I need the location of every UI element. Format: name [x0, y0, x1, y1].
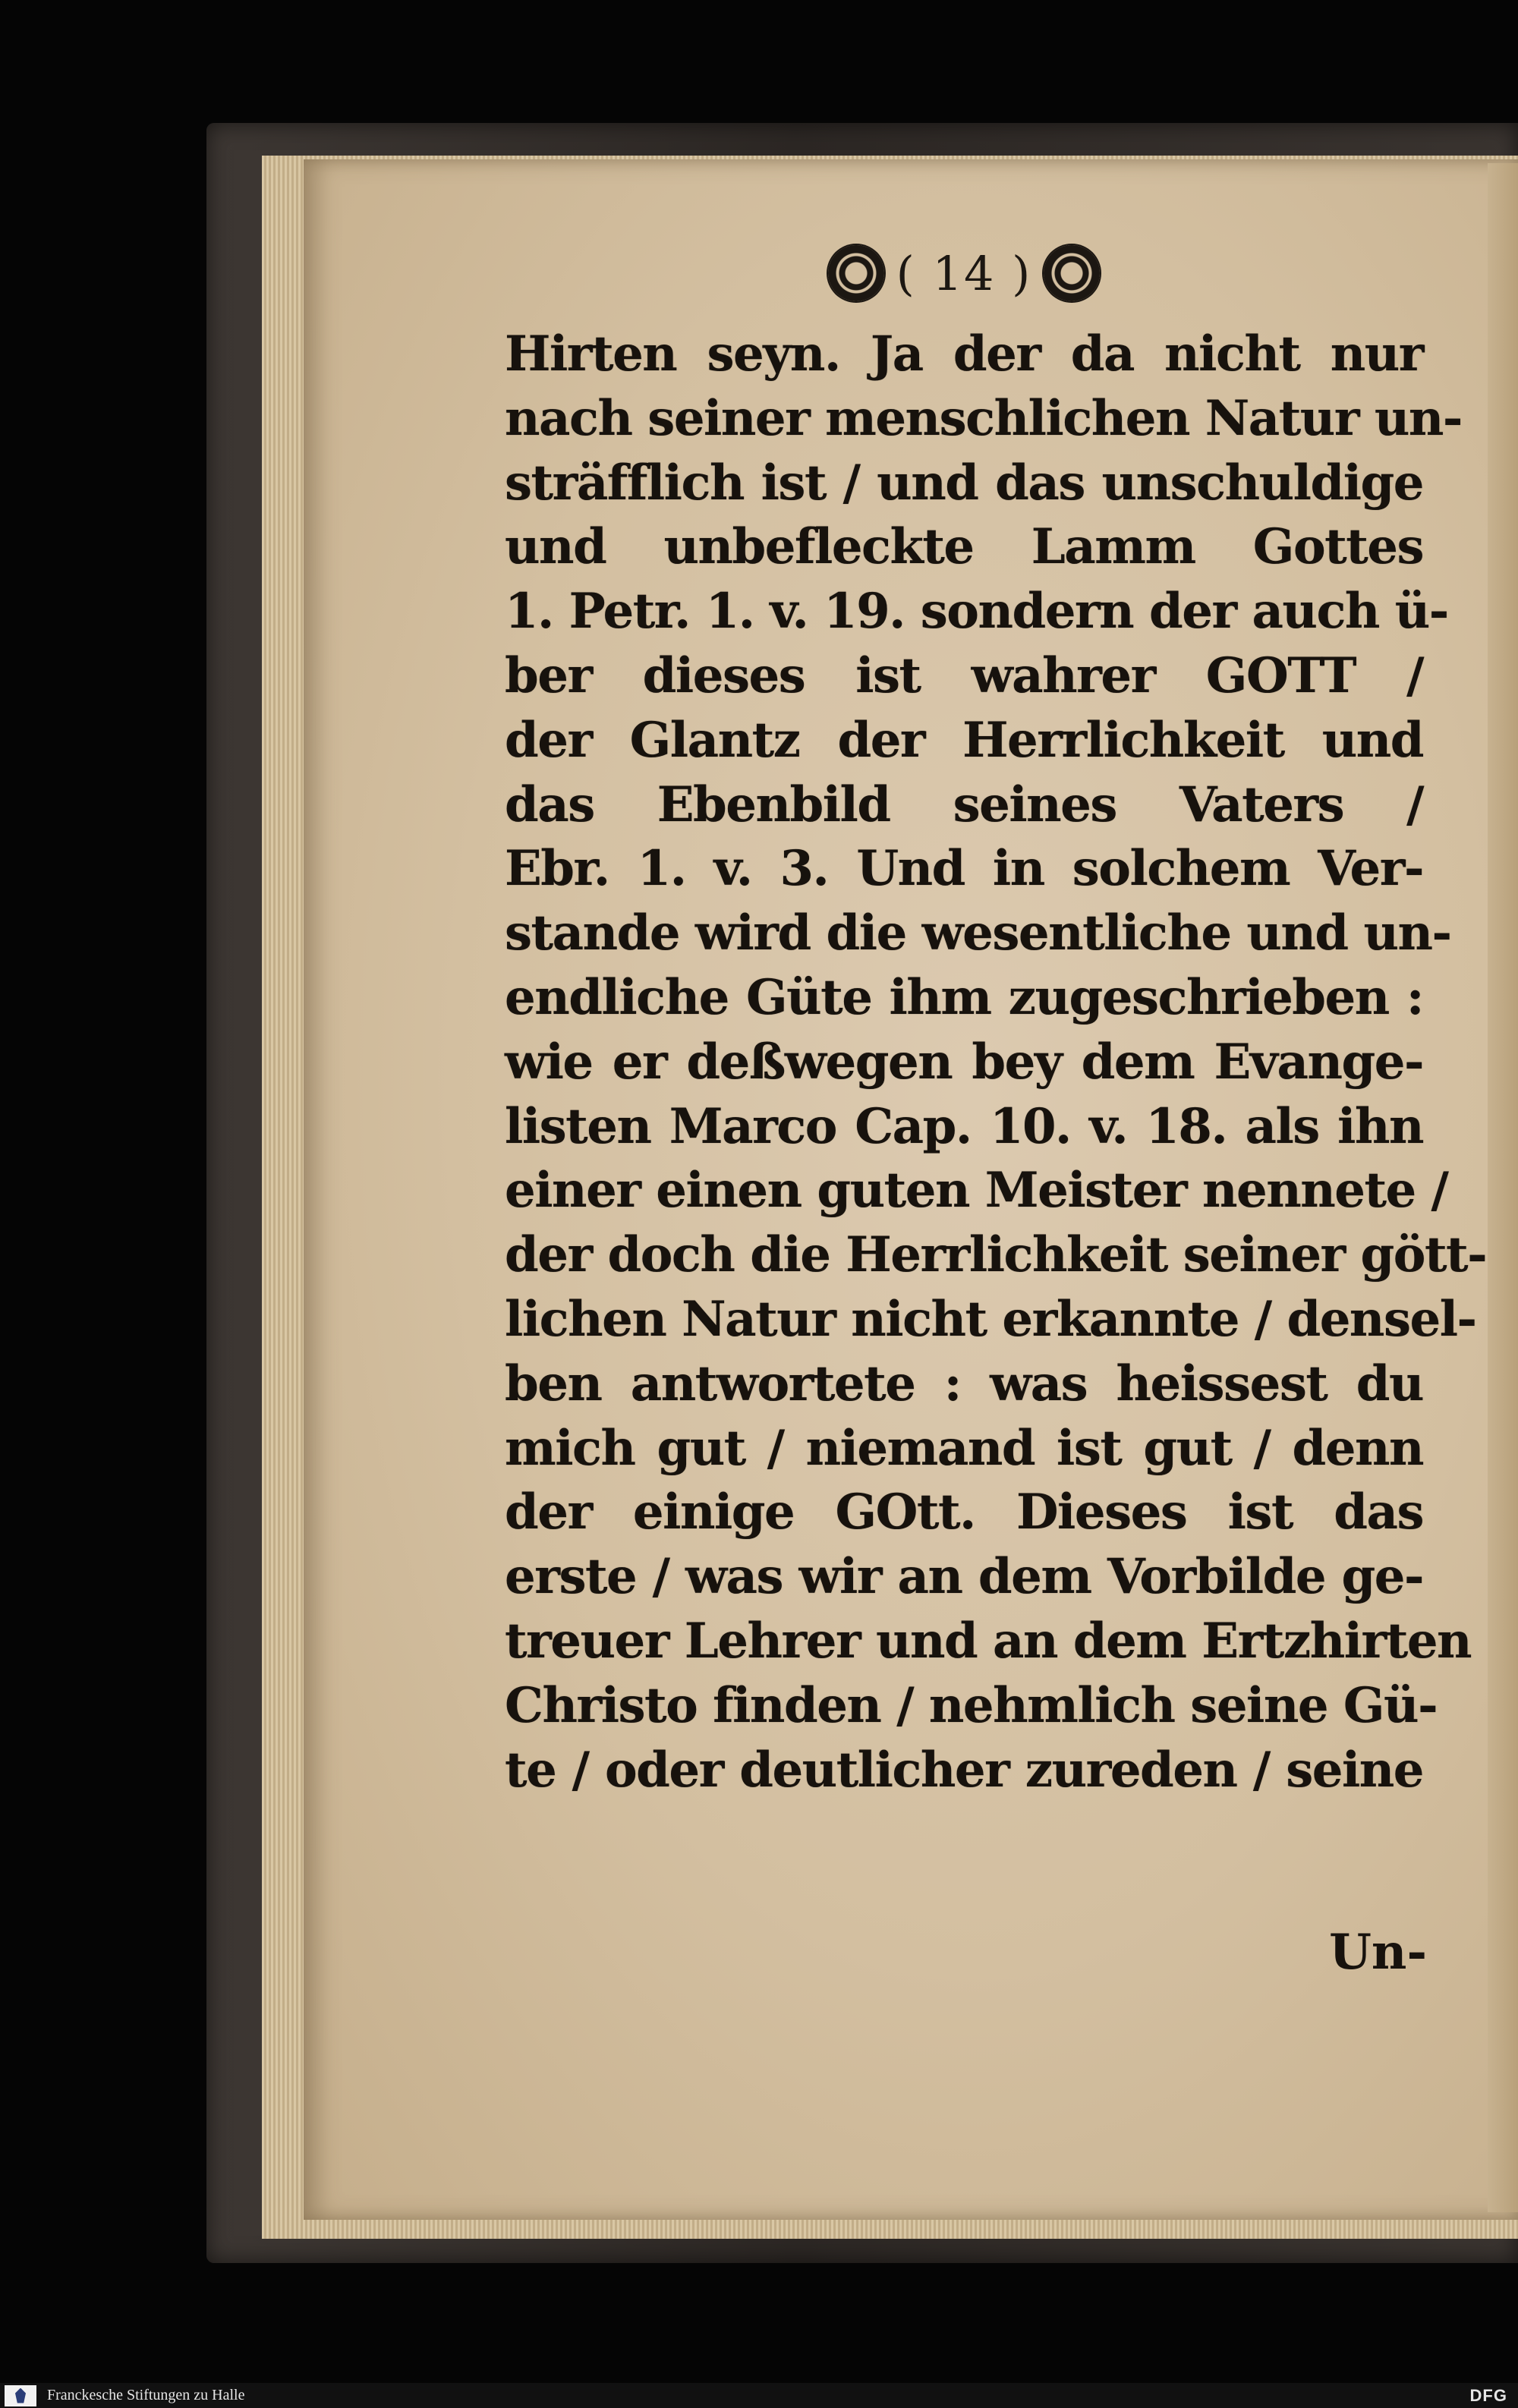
text-line: listen Marco Cap. 10. v. 18. als ihn: [505, 1097, 1423, 1155]
text-line: einer einen guten Meister nennete /: [505, 1162, 1448, 1220]
text-line: 1. Petr. 1. v. 19. sondern der auch ü-: [505, 583, 1448, 641]
facing-page-edge: [1488, 163, 1518, 2212]
text-line: ben antwortete : was heissest du: [505, 1355, 1423, 1412]
footer-left: [0, 2385, 244, 2406]
text-line: sträfflich ist / und das unschuldige: [505, 454, 1423, 512]
rosette-ornament-icon: [1044, 245, 1100, 301]
catchword: Un-: [1329, 1924, 1427, 1981]
text-line: der Glantz der Herrlichkeit und: [505, 711, 1423, 769]
text-line: Christo finden / nehmlich seine Gü-: [505, 1676, 1438, 1734]
text-line: ber dieses ist wahrer GOTT /: [505, 647, 1423, 704]
text-line: erste / was wir an dem Vorbilde ge-: [505, 1548, 1423, 1606]
text-line: treuer Lehrer und an dem Ertzhirten: [505, 1612, 1472, 1670]
logo-mark: [15, 2388, 26, 2403]
text-line: mich gut / niemand ist gut / denn: [505, 1419, 1423, 1477]
text-line: das Ebenbild seines Vaters /: [505, 776, 1423, 833]
page-header: [805, 231, 1123, 315]
text-line: stande wird die wesentliche und un-: [505, 905, 1451, 962]
text-line: wie er deßwegen bey dem Evange-: [505, 1033, 1423, 1091]
body-text: [505, 323, 1487, 1802]
page-number: ( 14 ): [896, 245, 1032, 301]
text-line: endliche Güte ihm zugeschrieben :: [505, 968, 1423, 1026]
rosette-ornament-icon: [828, 245, 884, 301]
text-line: der einige GOtt. Dieses ist das: [505, 1484, 1423, 1541]
viewer-footer: [0, 2383, 1518, 2408]
text-line: te / oder deutlicher zureden / seine: [505, 1741, 1423, 1799]
text-line: Hirten seyn. Ja der da nicht nur: [505, 326, 1423, 382]
text-line: lichen Natur nicht erkannte / densel-: [505, 1290, 1476, 1348]
text-line: Ebr. 1. v. 3. Und in solchem Ver-: [505, 840, 1423, 898]
text-line: und unbefleckte Lamm Gottes: [505, 518, 1423, 576]
text-line: nach seiner menschlichen Natur un-: [505, 389, 1462, 447]
dfg-logo[interactable]: DFG: [1469, 2385, 1507, 2405]
institution-logo-icon[interactable]: [5, 2385, 36, 2406]
text-line: der doch die Herrlichkeit seiner gött-: [505, 1226, 1487, 1284]
institution-name[interactable]: Franckesche Stiftungen zu Halle: [47, 2387, 245, 2403]
